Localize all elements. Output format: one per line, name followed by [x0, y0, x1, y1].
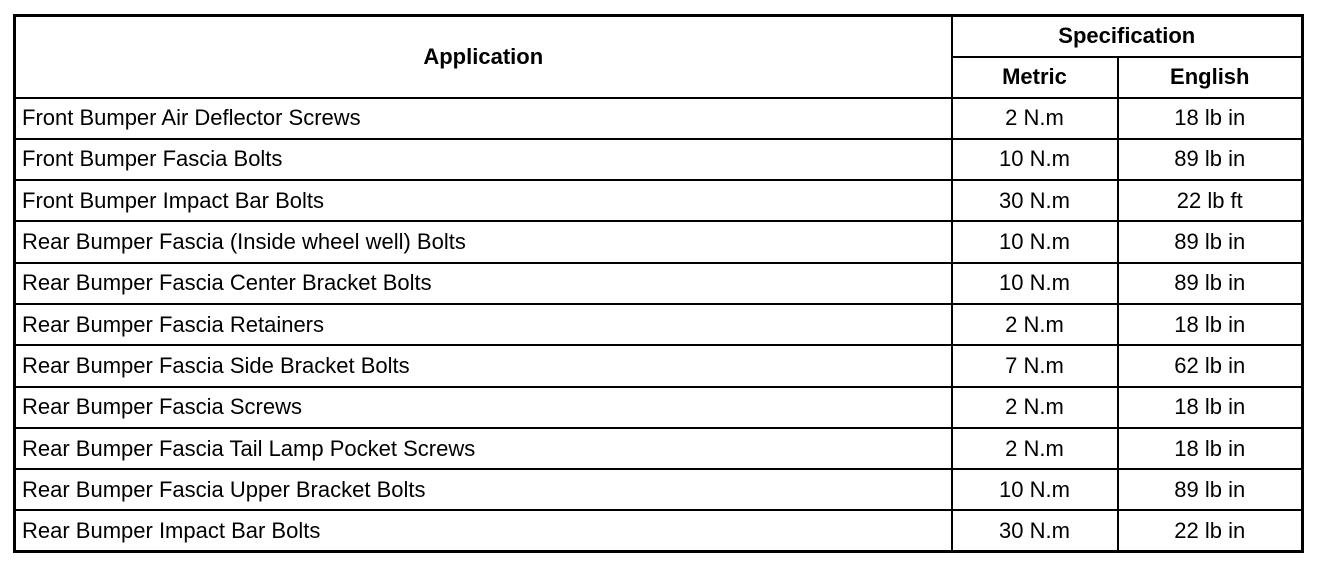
application-cell: Rear Bumper Fascia Center Bracket Bolts — [15, 263, 952, 304]
application-cell: Rear Bumper Fascia Screws — [15, 387, 952, 428]
english-cell: 89 lb in — [1118, 221, 1303, 262]
metric-cell: 2 N.m — [952, 387, 1118, 428]
application-cell: Rear Bumper Impact Bar Bolts — [15, 510, 952, 551]
application-cell: Rear Bumper Fascia (Inside wheel well) Bolts — [15, 221, 952, 262]
table-row — [15, 98, 1303, 139]
table-row — [15, 428, 1303, 469]
header-row-top — [15, 16, 1303, 57]
english-cell: 18 lb in — [1118, 387, 1303, 428]
application-cell: Rear Bumper Fascia Side Bracket Bolts — [15, 345, 952, 386]
table-body — [15, 98, 1303, 552]
metric-cell: 30 N.m — [952, 180, 1118, 221]
table-row — [15, 387, 1303, 428]
metric-cell: 30 N.m — [952, 510, 1118, 551]
metric-cell: 10 N.m — [952, 263, 1118, 304]
application-cell: Rear Bumper Fascia Upper Bracket Bolts — [15, 469, 952, 510]
metric-cell: 2 N.m — [952, 98, 1118, 139]
english-cell: 18 lb in — [1118, 304, 1303, 345]
table-row — [15, 263, 1303, 304]
metric-cell: 10 N.m — [952, 469, 1118, 510]
metric-column-header: Metric — [952, 57, 1118, 98]
table-row — [15, 469, 1303, 510]
english-column-header: English — [1118, 57, 1303, 98]
english-cell: 89 lb in — [1118, 469, 1303, 510]
english-cell: 18 lb in — [1118, 428, 1303, 469]
table-row — [15, 510, 1303, 551]
application-cell: Rear Bumper Fascia Tail Lamp Pocket Screws — [15, 428, 952, 469]
table-header — [15, 16, 1303, 98]
application-cell: Rear Bumper Fascia Retainers — [15, 304, 952, 345]
metric-cell: 10 N.m — [952, 139, 1118, 180]
english-cell: 22 lb ft — [1118, 180, 1303, 221]
table-row — [15, 180, 1303, 221]
english-cell: 62 lb in — [1118, 345, 1303, 386]
fastener-spec-table — [13, 14, 1304, 553]
metric-cell: 7 N.m — [952, 345, 1118, 386]
application-column-header: Application — [15, 16, 952, 98]
metric-cell: 10 N.m — [952, 221, 1118, 262]
english-cell: 89 lb in — [1118, 139, 1303, 180]
table-row — [15, 221, 1303, 262]
metric-cell: 2 N.m — [952, 428, 1118, 469]
application-cell: Front Bumper Fascia Bolts — [15, 139, 952, 180]
english-cell: 89 lb in — [1118, 263, 1303, 304]
english-cell: 22 lb in — [1118, 510, 1303, 551]
specification-column-header: Specification — [952, 16, 1303, 57]
english-cell: 18 lb in — [1118, 98, 1303, 139]
table-row — [15, 139, 1303, 180]
table-row — [15, 345, 1303, 386]
table-row — [15, 304, 1303, 345]
application-cell: Front Bumper Impact Bar Bolts — [15, 180, 952, 221]
application-cell: Front Bumper Air Deflector Screws — [15, 98, 952, 139]
metric-cell: 2 N.m — [952, 304, 1118, 345]
